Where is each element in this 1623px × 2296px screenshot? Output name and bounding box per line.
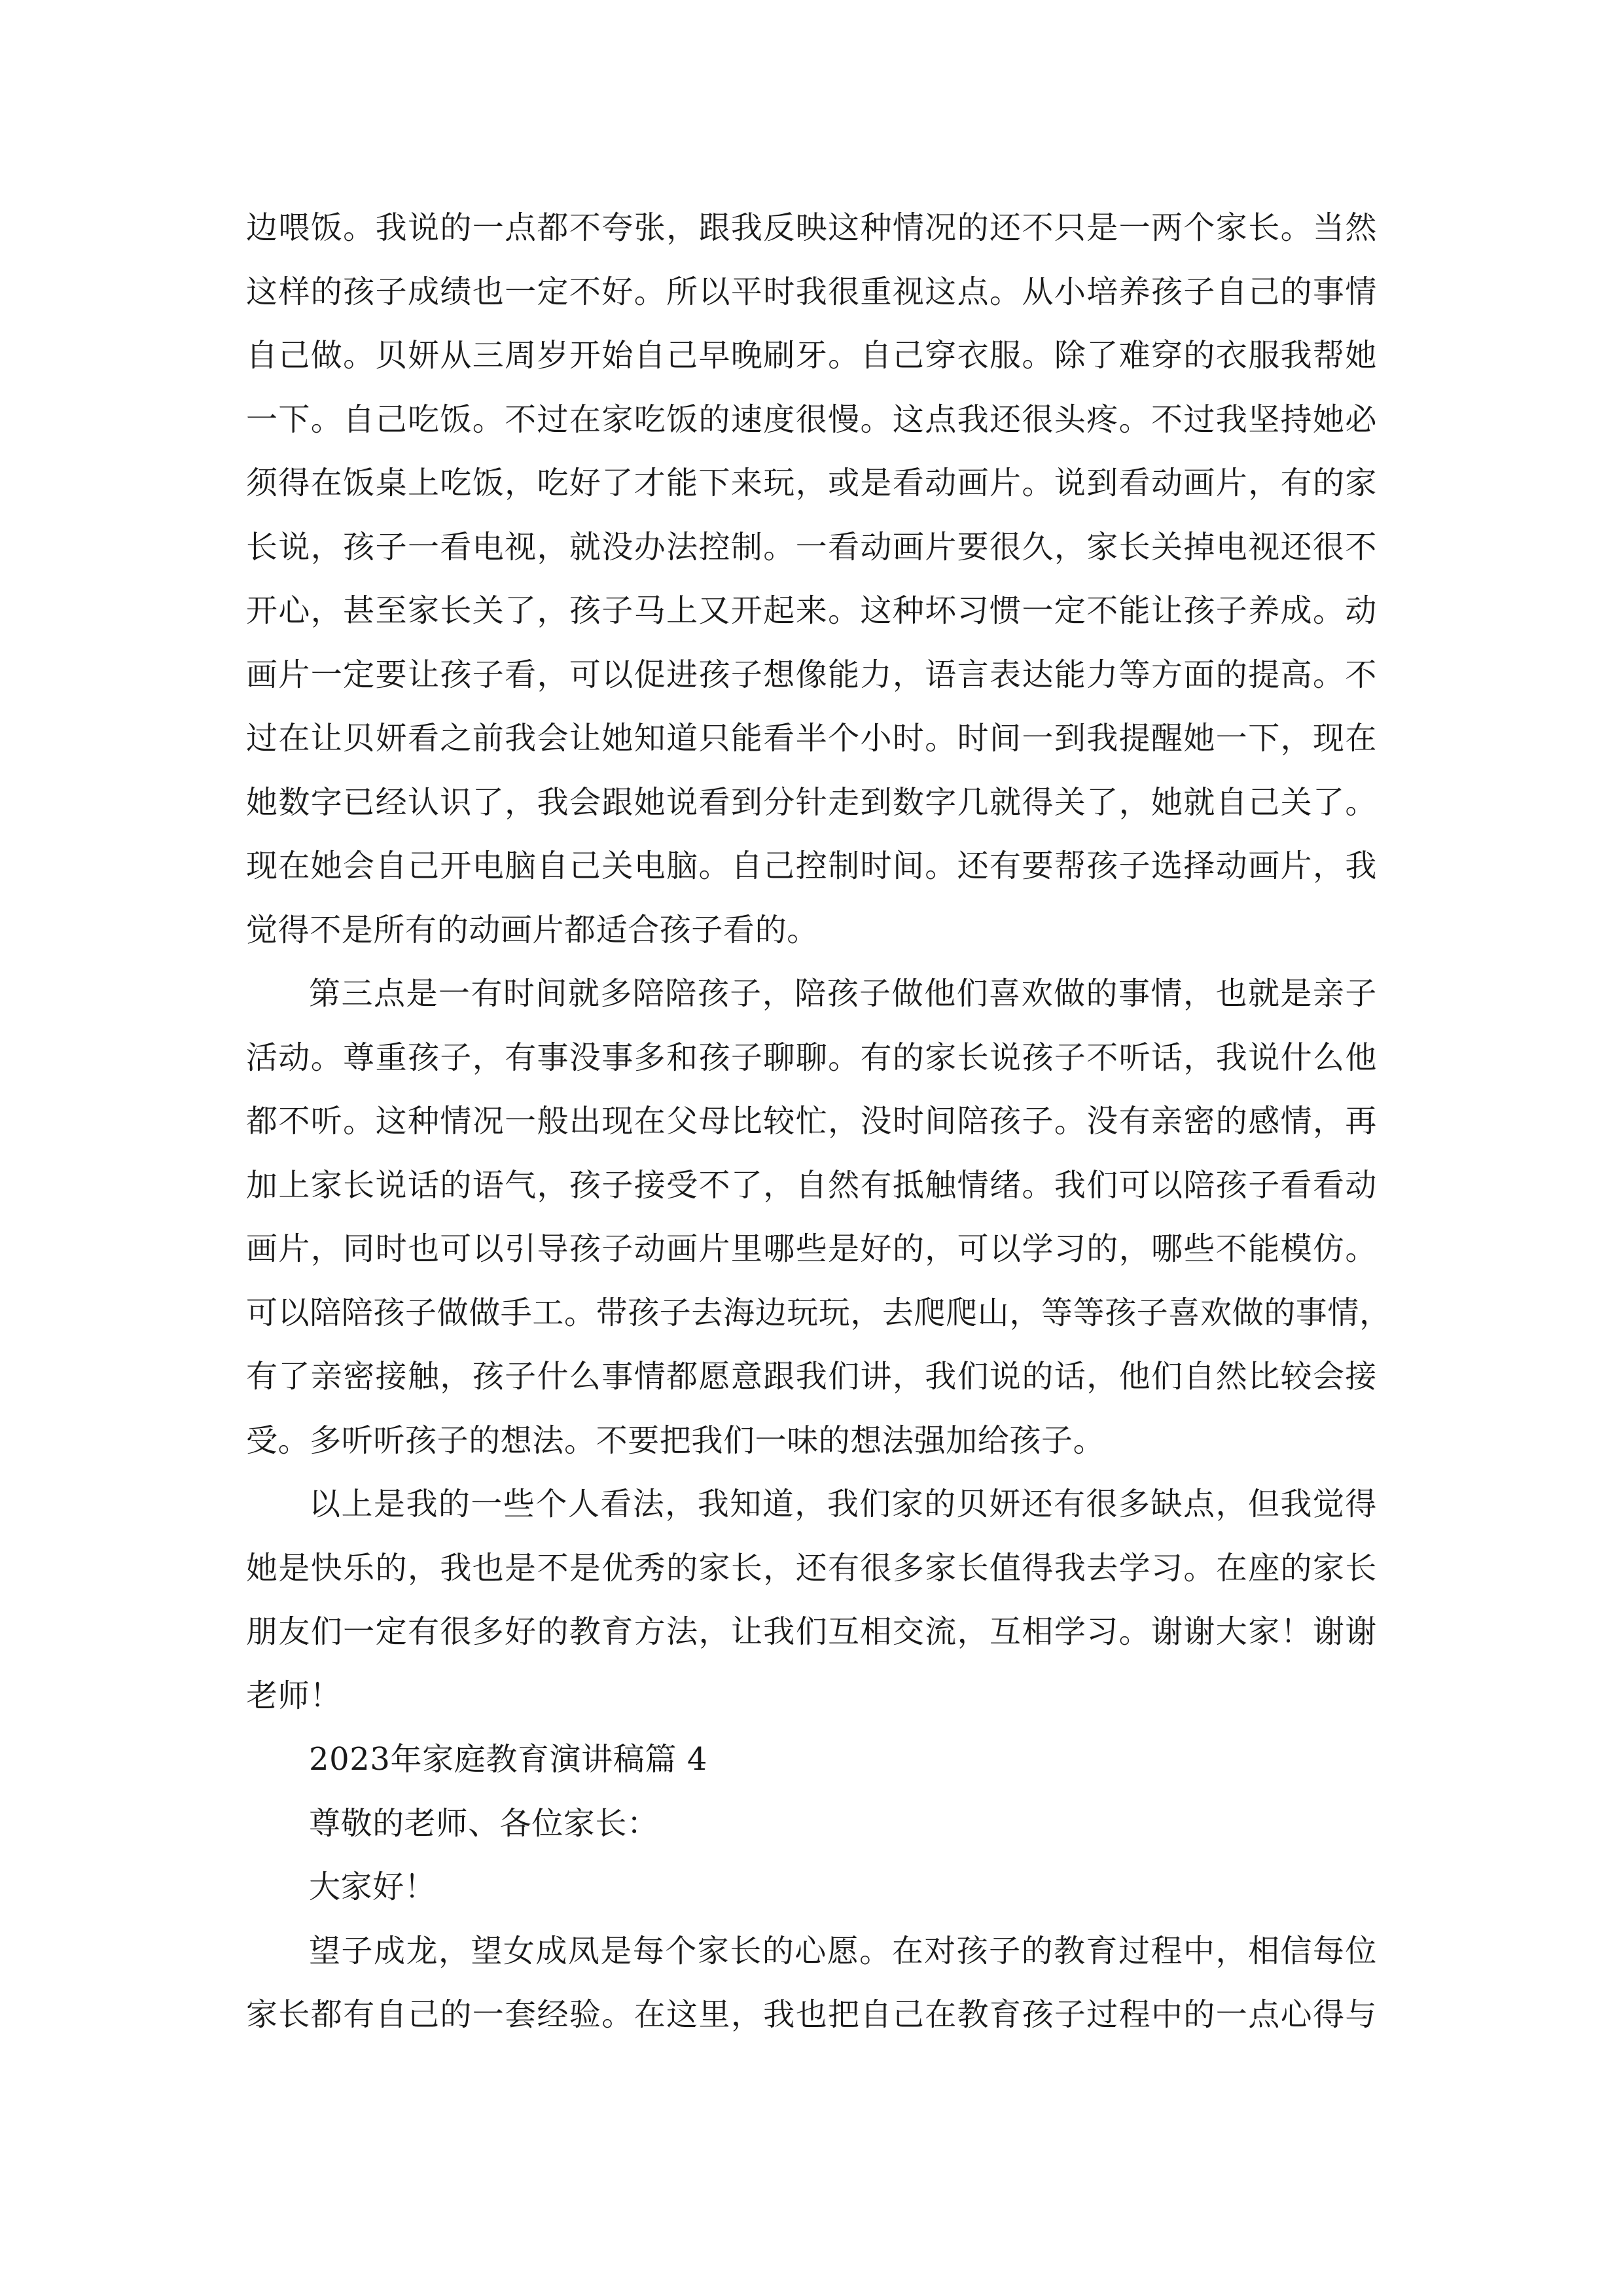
text-line: 老师！: [246, 1677, 342, 1714]
paragraph-start-line: 第三点是一有时间就多陪陪孩子，陪孩子做他们喜欢做的事情，也就是亲子: [309, 975, 1377, 1012]
text-line: 有了亲密接触，孩子什么事情都愿意跟我们讲，我们说的话，他们自然比较会接: [246, 1358, 1377, 1395]
text-line: 受。多听听孩子的想法。不要把我们一味的想法强加给孩子。: [246, 1422, 1105, 1459]
text-line: 觉得不是所有的动画片都适合孩子看的。: [246, 911, 819, 948]
text-line: 她是快乐的，我也是不是优秀的家长，还有很多家长值得我去学习。在座的家长: [246, 1549, 1377, 1587]
text-line: 现在她会自己开电脑自己关电脑。自己控制时间。还有要帮孩子选择动画片，我: [246, 848, 1377, 884]
text-line: 活动。尊重孩子，有事没事多和孩子聊聊。有的家长说孩子不听话，我说什么他: [246, 1039, 1377, 1076]
paragraph-start-line: 以上是我的一些个人看法，我知道，我们家的贝妍还有很多缺点，但我觉得: [309, 1486, 1377, 1522]
text-line: 开心，甚至家长关了，孩子马上又开起来。这种坏习惯一定不能让孩子养成。动: [246, 592, 1377, 629]
text-line: 须得在饭桌上吃饭，吃好了才能下来玩，或是看动画片。说到看动画片，有的家: [246, 465, 1377, 501]
text-line: 朋友们一定有很多好的教育方法，让我们互相交流，互相学习。谢谢大家！谢谢: [246, 1613, 1377, 1650]
section-title: 2023年家庭教育演讲稿篇 4: [309, 1741, 707, 1778]
document-body: [246, 196, 1391, 2047]
text-line: 她数字已经认识了，我会跟她说看到分针走到数字几就得关了，她就自己关了。: [246, 783, 1377, 821]
text-line: 都不听。这种情况一般出现在父母比较忙，没时间陪孩子。没有亲密的感情，再: [246, 1103, 1377, 1139]
text-line: 画片，同时也可以引导孩子动画片里哪些是好的，可以学习的，哪些不能模仿。: [246, 1230, 1377, 1267]
text-line: 边喂饭。我说的一点都不夸张，跟我反映这种情况的还不只是一两个家长。当然: [246, 209, 1377, 246]
text-line: 过在让贝妍看之前我会让她知道只能看半个小时。时间一到我提醒她一下，现在: [246, 720, 1377, 757]
text-line: 长说，孩子一看电视，就没办法控制。一看动画片要很久，家长关掉电视还很不: [246, 528, 1377, 565]
text-line: 这样的孩子成绩也一定不好。所以平时我很重视这点。从小培养孩子自己的事情: [246, 273, 1377, 310]
text-line: 可以陪陪孩子做做手工。带孩子去海边玩玩，去爬爬山，等等孩子喜欢做的事情，: [246, 1294, 1391, 1331]
text-line: 加上家长说话的语气，孩子接受不了，自然有抵触情绪。我们可以陪孩子看看动: [246, 1166, 1377, 1204]
greeting: 大家好！: [309, 1869, 437, 1905]
text-line: 家长都有自己的一套经验。在这里，我也把自己在教育孩子过程中的一点心得与: [246, 1996, 1377, 2033]
text-line: 自己做。贝妍从三周岁开始自己早晚刷牙。自己穿衣服。除了难穿的衣服我帮她: [246, 337, 1377, 374]
paragraph-start-line: 望子成龙，望女成凤是每个家长的心愿。在对孩子的教育过程中，相信每位: [309, 1932, 1377, 1969]
text-line: 一下。自己吃饭。不过在家吃饭的速度很慢。这点我还很头疼。不过我坚持她必: [246, 401, 1377, 438]
salutation: 尊敬的老师、各位家长：: [309, 1804, 659, 1842]
text-line: 画片一定要让孩子看，可以促进孩子想像能力，语言表达能力等方面的提高。不: [246, 656, 1377, 693]
